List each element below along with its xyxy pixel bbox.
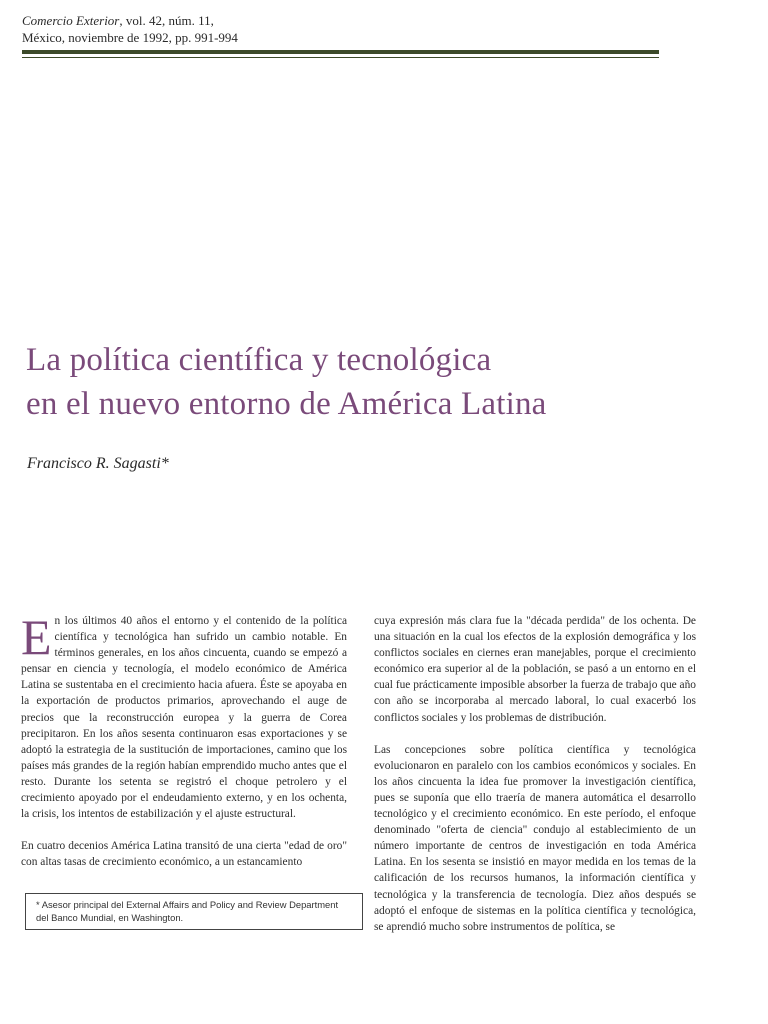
journal-citation-line1 [22, 12, 238, 29]
left-paragraph-1-text: n los últimos 40 años el entorno y el contenido de la política científica y tecnológica han sufrido un cambio notable. En términos generales, en los años cincuenta, cuando se empezó a pensar en ciencia y tecnología, el modelo económico de América Latina se sustentaba en el crecimiento hacia afuera. Éste se apoyaba en la exportación de productos primarios, aprovechando el auge de precios que la reconstrucción europea y la guerra de Corea precipitaron. En los años sesenta continuaron esas exportaciones y se adoptó la estrategia de la sustitución de importaciones, camino que los países más grandes de la región habían emprendido mucho antes que el resto. Durante los setenta se registró el choque petrolero y el crecimiento apoyado por el endeudamiento externo, y en los ochenta, la crisis, los intentos de estabilización y el ajuste estructural. [21, 615, 347, 821]
article-title [26, 338, 547, 426]
left-column [21, 609, 347, 870]
right-column [374, 613, 696, 935]
header-rule-thick [22, 50, 659, 54]
right-paragraph-1: cuya expresión más clara fue la "década perdida" de los ochenta. De una situación en la cual los efectos de la explosión demográfica y los conflictos sociales en ciernes eran manejables, porque el crecimiento económico era superior al de la población, se pasó a un entorno en el cual fue prácticamente imposible absorber la fuerza de trabajo que año con año se incorporaba al mercado laboral, lo cual exacerbó los conflictos sociales y los problemas de distribución. [374, 615, 696, 724]
left-paragraph-2: En cuatro decenios América Latina transitó de una cierta "edad de oro" con altas tasas de crecimiento económico, a un estancamiento [21, 840, 347, 869]
journal-header [22, 12, 238, 46]
drop-cap: E [21, 609, 52, 665]
author-footnote: * Asesor principal del External Affairs and Policy and Review Department del Banco Mundial, en Washington. [25, 893, 363, 930]
article-author: Francisco R. Sagasti* [27, 455, 169, 472]
article-title-line2: en el nuevo entorno de América Latina [26, 386, 547, 422]
journal-volume: , vol. 42, núm. 11, [119, 13, 214, 28]
article-title-line1: La política científica y tecnológica [26, 342, 492, 378]
header-rule-thin [22, 57, 659, 58]
journal-name: Comercio Exterior [22, 13, 120, 28]
right-paragraph-2: Las concepciones sobre política científica y tecnológica evolucionaron en paralelo con los cambios económicos y sociales. En los años cincuenta la idea fue promover la investigación científica, pues se suponía que ello traería de manera automática el desarrollo tecnológico y el crecimiento económico. En este período, el enfoque denominado "oferta de ciencia" condujo al establecimiento de un número importante de centros de investigación en toda América Latina. En los sesenta se insistió en mayor medida en los temas de la calificación de los recursos humanos, la información científica y tecnológica y la transferencia de tecnología. Diez años después se adoptó el enfoque de sistemas en la política científica y tecnológica, se aprendió mucho sobre instrumentos de política, se [374, 743, 696, 933]
header-rule [22, 50, 659, 58]
journal-citation-line2: México, noviembre de 1992, pp. 991-994 [22, 30, 238, 45]
left-paragraph-1 [21, 609, 347, 822]
